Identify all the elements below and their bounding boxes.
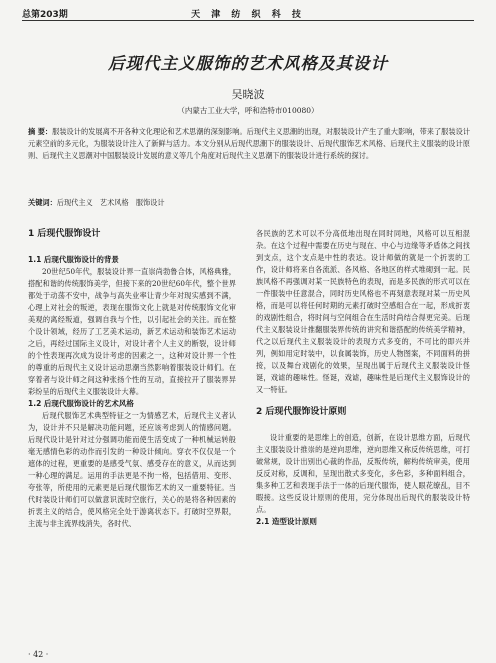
running-header [22, 6, 474, 21]
paragraph-2: 后现代服饰艺术典型特征之一为情感艺术，后现代主义者认为，设计并不只是解决功能问题，还应该考虑到人的情感问题。后现代设计是针对过分强调功能而使生活变成了一种机械运转般毫无感情色彩的动作而引发的一种设计倾向。穿衣不仅仅是一个遮体的过程，更重要的是感受气氛、感受存在的意义，从而达到一种心理的满足。运用的手法更是不拘一格，包括借用、变形、夸张等，所使用的元素更是后现代服饰艺术的又一重要特征。当代时装设计师们可以做意识流时空旅行，关心的是将各种因素的折衷主义的结合，使风格完全处于游离状态下。打破时空界限，主流与非主流界线消失，各时代、 [28, 411, 236, 528]
subsection-heading-2-1: 2.1 造型设计原则 [256, 517, 317, 526]
right-column [256, 228, 470, 528]
journal-name: 天 津 纺 织 科 技 [191, 10, 305, 20]
paragraph-4: 设计重要的是思维上的创造，创新，在设计思维方面，后现代主义服装设计推崇的是逆向思维，逆向思维又称反传统思维，可打破常规，设计出别出心裁的作品，反叛传统，解构传统审美，使用反反对称，反调和，呈现出散式多变化，多色彩，多种面料组合，集多种工艺和表现手法于一体的后现代服饰，使人眼花缭乱，目不暇接。这些反设计原则的使用，完分体现出后现代的服装设计特点。 [256, 433, 470, 514]
author-name: 吴晓波 [231, 88, 265, 101]
subsection-heading-1-2: 1.2 后现代服饰设计的艺术风格 [28, 399, 134, 408]
abstract [28, 126, 470, 161]
section-heading-1: 1 后现代服饰设计 [28, 229, 101, 239]
subsection-heading-1-1: 1.1 后现代服饰设计的背景 [28, 255, 119, 264]
keywords-text: 后现代主义 艺术风格 服饰设计 [56, 198, 165, 207]
paragraph-3: 各民族的艺术可以不分高低地出现在同时同地，风格可以互相混杂。在这个过程中需要在历史与现在、中心与边缘等矛盾体之间找到支点，这个支点是中性的表达。设计师做的就是一个折衷的工作，设计师将来自各流派、各风格、各地区的样式堆砌到一起。民族风格不再强调对某一民族特色的表现，而是多民族的形式可以在一件服装中任意混合，同时历史风格也不再刻意表现对某一历史风格，而是可以将任何时期的元素打破时空感组合在一起，形成折衷的戏剧性组合，将时间与空间组合在生活时尚结合得更完美。后现代主义服装设计推翻服装界传统的讲究和谐搭配的传统美学精神，代之以后现代主义服装设计的表现方式多变的，不可比的即兴并列，例如用定时装中，以食属装饰，历史人物图案，不同面料的拼接，以及舞台戏剧化的效果，呈现出属于后现代主义服装设计怪诞，戏谑的趣味性。怪诞，戏谑，趣味性是后现代主义服饰设计的又一特征。 [256, 229, 470, 394]
left-column [28, 228, 236, 530]
article-title: 后现代主义服饰的艺术风格及其设计 [108, 54, 388, 73]
author-affiliation: （内蒙古工业大学，呼和浩特市010080） [177, 106, 319, 115]
abstract-text: 服装设计的发展离不开各种文化理论和艺术思潮的深刻影响。后现代主义思潮的出现，对服装设计产生了重大影响，带来了服装设计元素空前的多元化，为服装设计注入了新鲜与活力。本文分别从后现代思潮下的服装设计、后现代服饰艺术风格、后现代主义服装的设计原则、后现代主义思潮对中国服装设计发展的意义等几个角度对后现代主义思潮下的服装设计进行系统的探讨。 [28, 127, 470, 160]
paragraph-1: 20世纪50年代，服装设计界一直崇尚勃鲁合体，风格典雅，搭配和谐的传统服饰美学，但接下来的20世纪60年代，整个世界都处于动荡不安中，战争与高失业率让青少年对现实感到不满，心理上对社会的叛逆，表现在服饰文化上就是对传统服饰文化审美观的离经叛道，强调自我与个性，以引起社会的关注。而在整个设计领域，经历了工艺美术运动，新艺术运动和装饰艺术运动之后，再经过国际主义设计，对设计者个人主义的断裂，设计师的个性表现再次成为设计考虑的因素之一，这种对设计界一个性的尊重的后现代主义设计运动思潮当然影响着服装设计师们。在穿着者与设计师之间这种张扬个性的互动，直接拉开了服装界异彩纷呈的后现代主义服装设计大幕。 [28, 267, 236, 396]
abstract-label: 摘 要： [28, 127, 53, 136]
keywords-label: 关键词： [28, 198, 57, 207]
issue-number: 总第203期 [22, 10, 68, 20]
section-heading-2: 2 后现代服饰设计原则 [256, 407, 347, 417]
keywords [28, 198, 470, 208]
page-number: · 42 · [28, 650, 49, 659]
